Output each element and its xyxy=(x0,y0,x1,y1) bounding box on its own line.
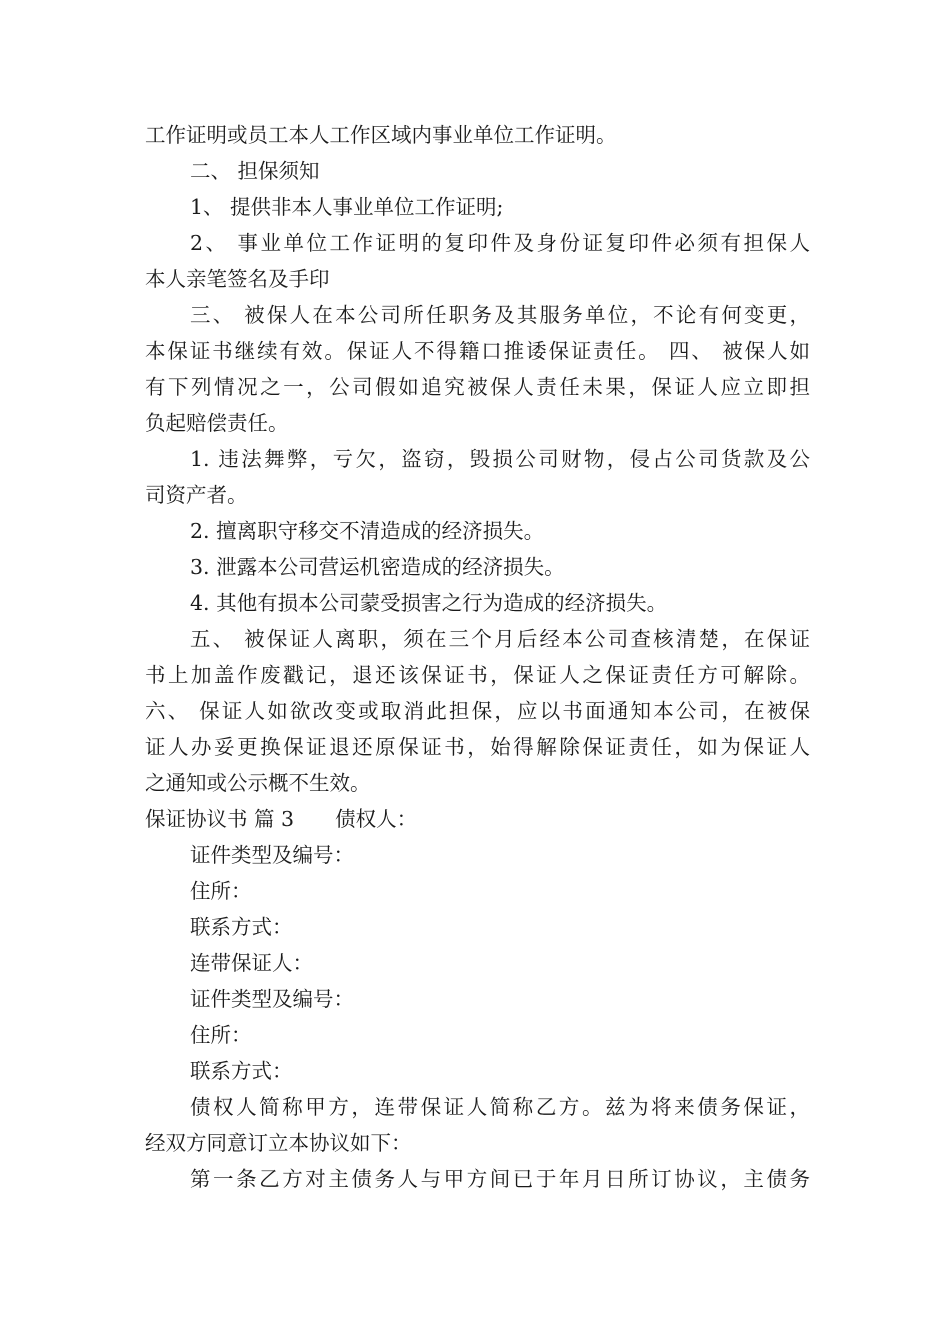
text-line: 证人办妥更换保证退还原保证书，始得解除保证责任，如为保证人 xyxy=(145,735,810,759)
list-item: 1、 提供非本人事业单位工作证明; xyxy=(190,195,504,219)
text-line: 本保证书继续有效。保证人不得籍口推诿保证责任。 四、 被保人如 xyxy=(145,339,810,363)
text-line: 经双方同意订立本协议如下： xyxy=(145,1131,412,1155)
text-line: 有下列情况之一，公司假如追究被保人责任未果，保证人应立即担 xyxy=(145,375,810,399)
list-item: 3. 泄露本公司营运机密造成的经济损失。 xyxy=(190,555,565,579)
section-paragraph: 三、 被保人在本公司所任职务及其服务单位，不论有何变更， xyxy=(190,303,810,327)
list-item: 4. 其他有损本公司蒙受损害之行为造成的经济损失。 xyxy=(190,591,668,615)
form-field-label: 连带保证人： xyxy=(190,951,313,975)
text-line: 工作证明或员工本人工作区域内事业单位工作证明。 xyxy=(145,123,617,147)
list-item: 2、 事业单位工作证明的复印件及身份证复印件必须有担保人 xyxy=(190,231,810,255)
agreement-heading: 保证协议书 篇 3 债权人： xyxy=(145,807,418,831)
section-paragraph: 债权人简称甲方，连带保证人简称乙方。兹为将来债务保证， xyxy=(190,1095,810,1119)
section-heading: 二、 担保须知 xyxy=(190,159,320,183)
form-field-label: 联系方式： xyxy=(190,1059,293,1083)
form-field-label: 住所： xyxy=(190,879,252,903)
article-paragraph: 第一条乙方对主债务人与甲方间已于年月日所订协议，主债务 xyxy=(190,1167,810,1191)
section-paragraph: 六、 保证人如欲改变或取消此担保，应以书面通知本公司，在被保 xyxy=(145,699,810,723)
text-line: 负起赔偿责任。 xyxy=(145,411,289,435)
form-field-label: 证件类型及编号： xyxy=(190,987,354,1011)
form-field-label: 住所： xyxy=(190,1023,252,1047)
text-line: 本人亲笔签名及手印 xyxy=(145,267,330,291)
section-paragraph: 五、 被保证人离职，须在三个月后经本公司查核清楚，在保证 xyxy=(190,627,810,651)
form-field-label: 证件类型及编号： xyxy=(190,843,354,867)
list-item: 2. 擅离职守移交不清造成的经济损失。 xyxy=(190,519,545,543)
text-line: 之通知或公示概不生效。 xyxy=(145,771,371,795)
list-item: 1. 违法舞弊，亏欠，盗窃，毁损公司财物，侵占公司货款及公 xyxy=(190,447,810,471)
document-body xyxy=(145,117,810,1197)
text-line: 司资产者。 xyxy=(145,483,248,507)
text-line: 书上加盖作废戳记，退还该保证书，保证人之保证责任方可解除。 xyxy=(145,663,810,687)
form-field-label: 联系方式： xyxy=(190,915,293,939)
